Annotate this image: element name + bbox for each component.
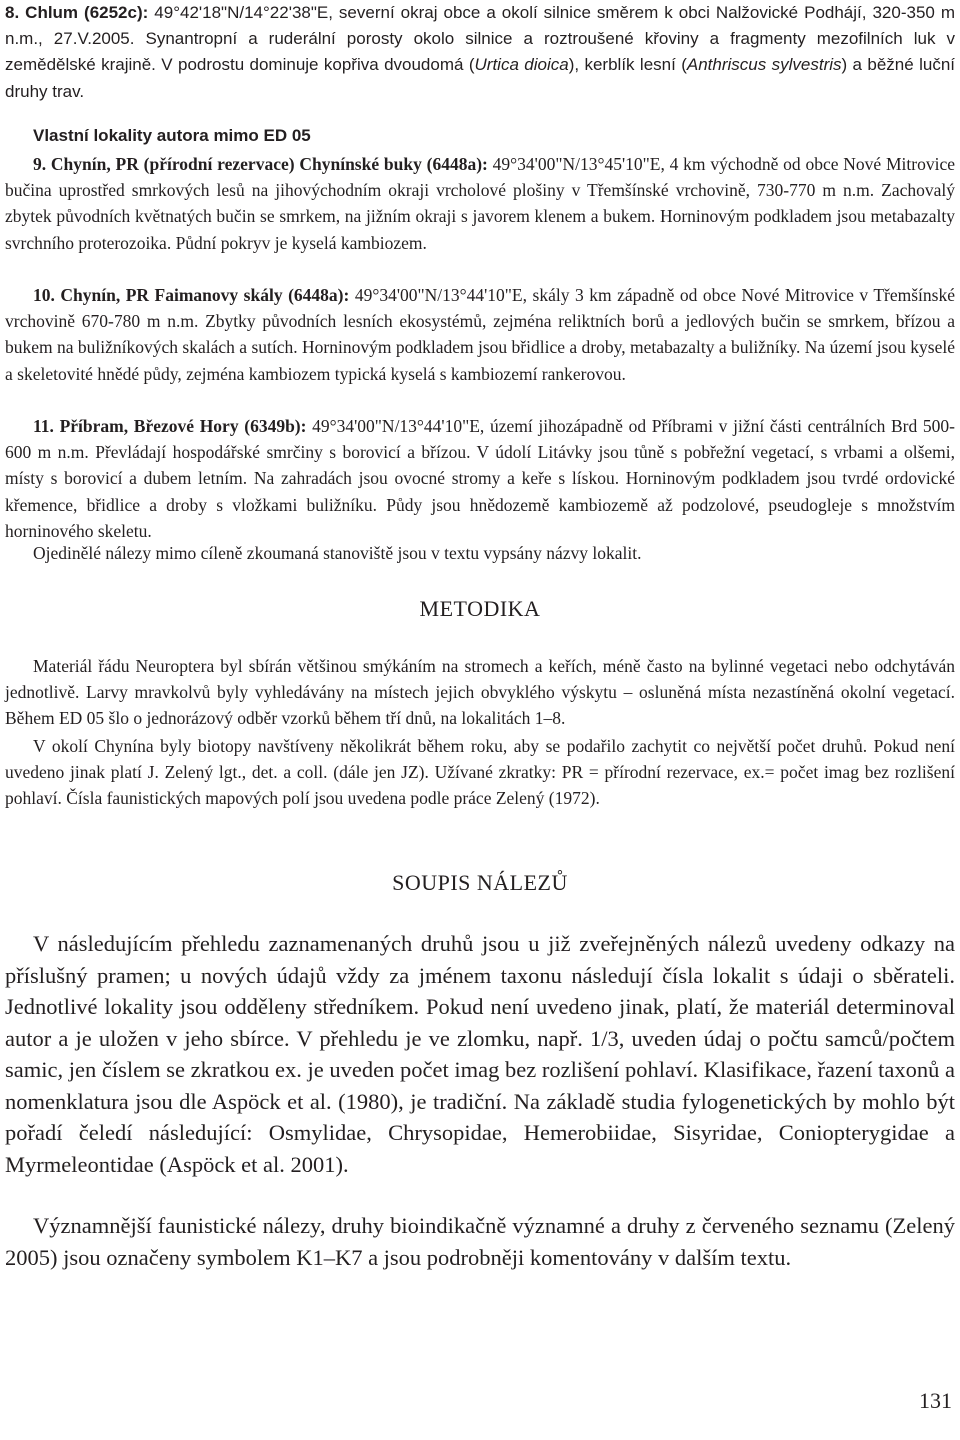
section-heading-metodika: METODIKA: [419, 596, 541, 621]
section-heading-soupis: SOUPIS NÁLEZŮ: [392, 870, 568, 895]
locality-10-title: Chynín, PR Faimanovy skály (6448a):: [54, 285, 350, 305]
locality-11-number: 11.: [33, 416, 54, 436]
locality-11: [5, 413, 955, 544]
locality-8-text-mid: ), kerblík lesní (: [568, 55, 687, 75]
locality-11-text: 49°34'00"N/13°44'10"E, území jihozápadně od Příbrami v jižní části centrálních Brd 500-600 m n.m. Převládají hospodářské smrčiny s borovicí a břízou. V údolí Litávky jsou tůně s pobřežní vegetací, s vrbami a olšemi, místy s borovicí a dubem letním. Na zahradách jsou ovocné stromy a keře s lískou. Horninovým podkladem jsou tvrdé ordovické křemence, břidlice a droby s vložkami buližníku. Půdy jsou hnědozemě kambiozemě až podzolové, pseudogleje s množstvím horninového skeletu.: [5, 416, 956, 541]
locality-10: [5, 282, 955, 387]
soupis-paragraph-1: V následujícím přehledu zaznamenaných druhů jsou u již zveřejněných nálezů uvedeny odkazy na příslušný pramen; u nových údajů vždy za jménem taxonu následují čísla lokalit s údaji o sběrateli. Jednotlivé lokality jsou odděleny středníkem. Pokud není uvedeno jinak, platí, že materiál determinoval autor a je uložen v jeho sbírce. V přehledu je ve zlomku, např. 1/3, uveden údaj o počtu samců/počtem samic, jen číslem se zkratkou ex. je uveden počet imag bez rozlišení pohlaví. Klasifikace, řazení taxonů a nomenklatura jsou dle Aspöck et al. (1980), je tradiční. Na základě studia fylogenetických by mohlo být pořadí čeledí následující: Osmylidae, Chrysopidae, Hemerobiidae, Sisyridae, Coniopterygidae a Myrmeleontidae (Aspöck et al. 2001).: [5, 931, 955, 1177]
locality-8-title: 8. Chlum (6252c):: [5, 3, 149, 22]
locality-9-title: 9. Chynín, PR (přírodní rezervace) Chynínské buky (6448a):: [33, 154, 488, 174]
locality-8: [5, 0, 955, 105]
species-anthriscus: Anthriscus sylvestris: [686, 55, 842, 75]
metodika-paragraph-1: Materiál řádu Neuroptera byl sbírán většinou smýkáním na stromech a keřích, méně často na bylinné vegetaci nebo odchytáván jednotlivě. Larvy mravkolvů byly vyhledávány na místech jejich obvyklého výskytu – osluněná místa nezastíněná okolní vegetací. Během ED 05 šlo o jednorázový odběr vzorků během tří dnů, na lokalitách 1–8.: [5, 656, 955, 729]
locality-10-number: 10.: [33, 285, 55, 305]
isolated-finds-note: Ojedinělé nálezy mimo cíleně zkoumaná stanoviště jsou v textu vypsány názvy lokalit.: [33, 543, 642, 563]
locality-8-text: 49°42'18"N/14°22'38"E, severní okraj obce a okolí silnice směrem k obci Nalžovické Podhájí, 320-350 m n.m., 27.V.2005. Synantropní a ruderální porosty okolo silnice a roztroušené křoviny a fragmenty mezofilních luk v zemědělské krajině. V podrostu dominuje kopřiva dvoudomá (: [5, 3, 955, 75]
locality-10-text: 49°34'00"N/13°44'10"E, skály 3 km západně od obce Nové Mitrovice v Třemšínské vrchovině 670-780 m n.m. Zbytky původních lesních ekosystémů, zejména reliktních borů a jedlových bučin se smrkem, břízou a bukem na buližníkových skalách a sutích. Horninovým podkladem jsou břidlice a droby, metabazalty a buližníky. Na území jsou kyselé a skeletovité hnědé půdy, zejména kambiozem typická kyselá s kambiozemí rankerovou.: [5, 285, 955, 384]
locality-9: [5, 151, 955, 256]
locality-11-title: Příbram, Březové Hory (6349b):: [53, 416, 307, 436]
own-localities-heading: Vlastní lokality autora mimo ED 05: [33, 126, 311, 145]
page-number: 131: [919, 1388, 952, 1413]
metodika-paragraph-2: V okolí Chynína byly biotopy navštíveny několikrát během roku, aby se podařilo zachytit co největší počet druhů. Pokud není uvedeno jinak platí J. Zelený lgt., det. a coll. (dále jen JZ). Užívané zkratky: PR = přírodní rezervace, ex.= počet imag bez rozlišení pohlaví. Čísla faunistických mapových polí jsou uvedena podle práce Zelený (1972).: [5, 736, 955, 809]
locality-8-text-end: ) a běžné luční druhy trav.: [5, 55, 955, 101]
species-urtica: Urtica dioica: [474, 55, 569, 75]
locality-9-text: 49°34'00"N/13°45'10"E, 4 km východně od obce Nové Mitrovice bučina uprostřed smrkových lesů na jihovýchodním okraji vrcholové plošiny v Třemšínské vrchovině, 730-770 m n.m. Zachovalý zbytek původních květnatých bučin se smrkem, na jižním okraji s javorem klenem a bukem. Horninovým podkladem jsou metabazalty svrchního proterozoika. Půdní pokryv je kyselá kambiozem.: [5, 154, 955, 253]
soupis-paragraph-2: Významnější faunistické nálezy, druhy bioindikačně významné a druhy z červeného seznamu (Zelený 2005) jsou označeny symbolem K1–K7 a jsou podrobněji komentovány v dalším textu.: [5, 1213, 955, 1270]
